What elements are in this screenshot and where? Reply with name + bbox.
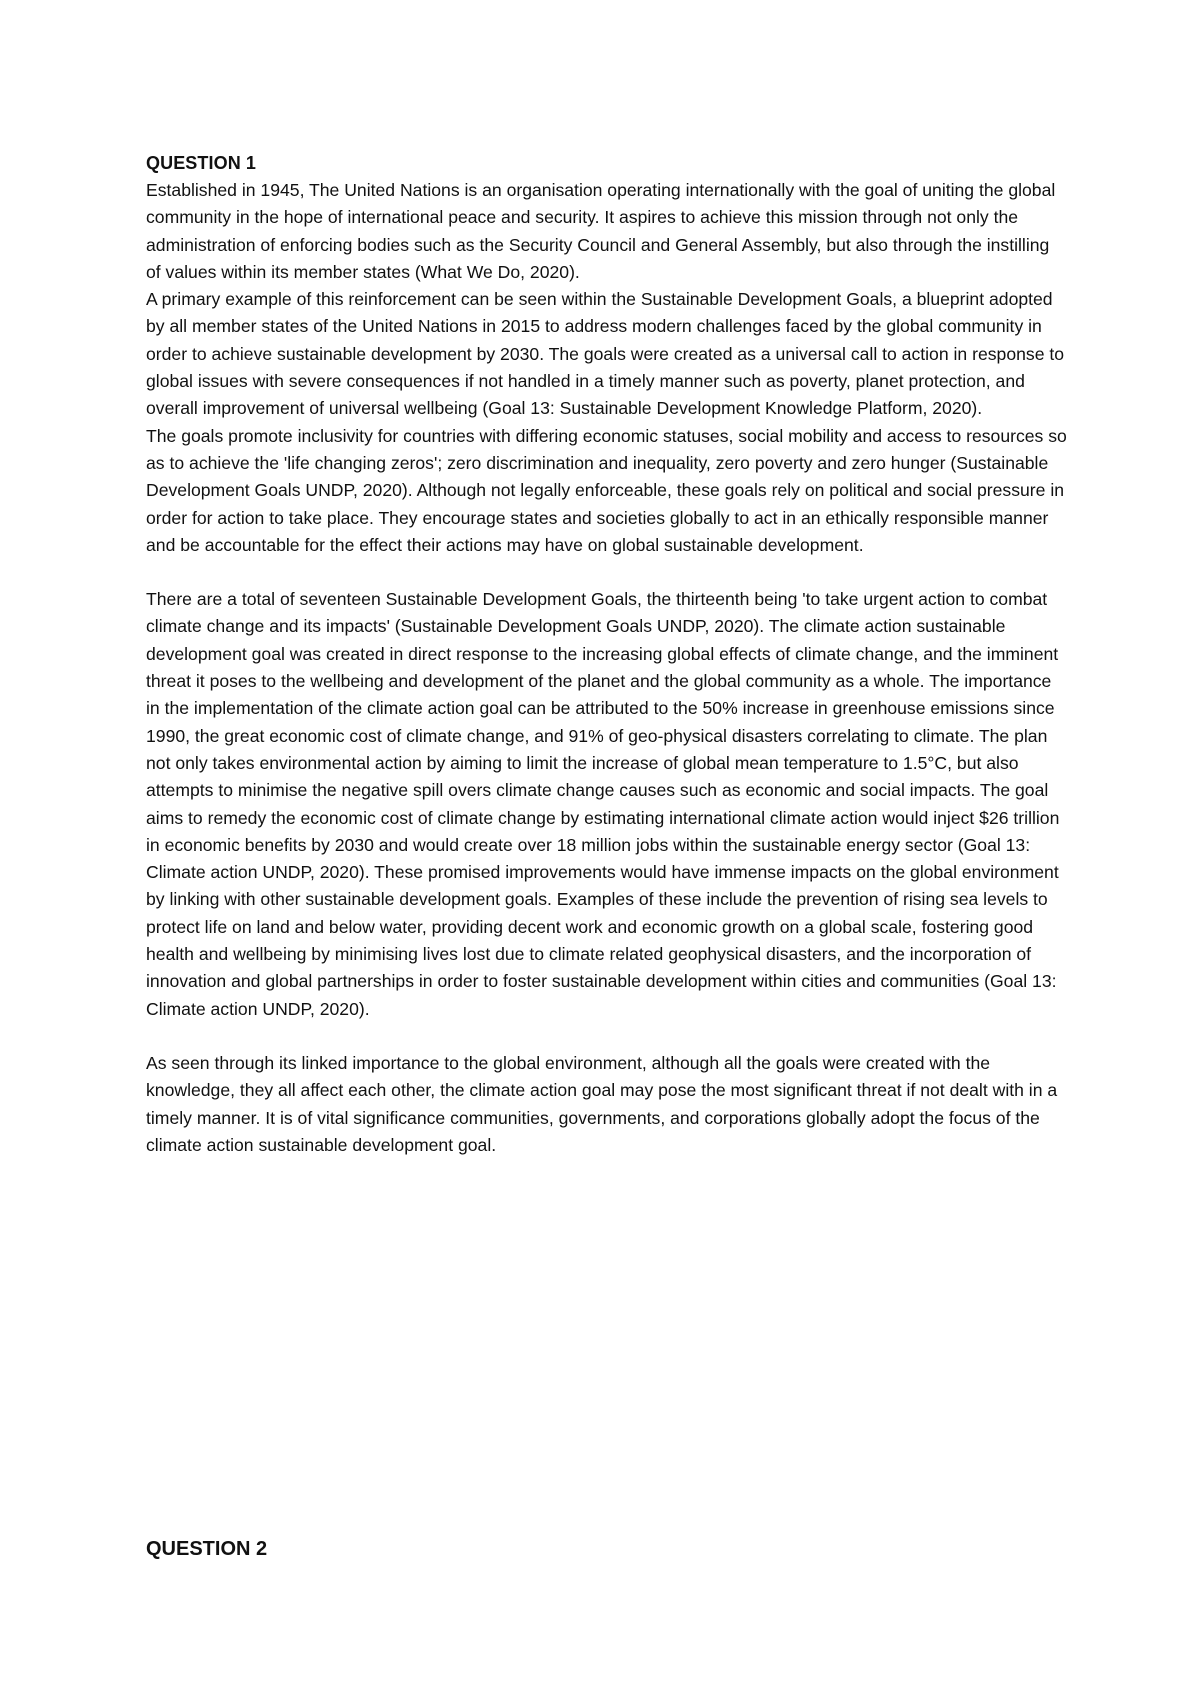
paragraph-conclusion: As seen through its linked importance to the global environment, although all the goals were created with the knowledge, they all affect each other, the climate action goal may pose the most significant threat if not dealt with in a timely manner. It is of vital significance communities, governments, and corporations globally adopt the focus of the climate action sustainable development goal. [146,1052,1058,1155]
paragraph-sdg-blueprint: A primary example of this reinforcement can be seen within the Sustainable Development Goals, a blueprint adopted by all member states of the United Nations in 2015 to address modern challenges faced by the global community in order to achieve sustainable development by 2030. The goals were created as a universal call to action in response to global issues with severe consequences if not handled in a timely manner such as poverty, planet protection, and overall improvement of universal wellbeing (Goal 13: Sustainable Development Knowledge Platform, 2020). [146,289,1065,419]
paragraph-spacer [146,1023,1068,1050]
paragraph-life-changing-zeros: The goals promote inclusivity for countries with differing economic statuses, social mobility and access to resources so as to achieve the 'life changing zeros'; zero discrimination and inequality, zero poverty and zero hunger (Sustainable Development Goals UNDP, 2020). Although not legally enforceable, these goals rely on political and social pressure in order for action to take place. They encourage states and societies globally to act in an ethically responsible manner and be accountable for the effect their actions may have on global sustainable development. [146,425,1067,555]
paragraph-climate-action: There are a total of seventeen Sustainable Development Goals, the thirteenth being 'to take urgent action to combat climate change and its impacts' (Sustainable Development Goals UNDP, 2020). The climate action sustainable development goal was created in direct response to the increasing global effects of climate change, and the imminent threat it poses to the wellbeing and development of the planet and the global community as a whole. The importance in the implementation of the climate action goal can be attributed to the 50% increase in greenhouse emissions since 1990, the great economic cost of climate change, and 91% of geo-physical disasters correlating to climate. The plan not only takes environmental action by aiming to limit the increase of global mean temperature to 1.5°C, but also attempts to minimise the negative spill overs climate change causes such as economic and social impacts. The goal aims to remedy the economic cost of climate change by estimating international climate action would inject $26 trillion in economic benefits by 2030 and would create over 18 million jobs within the sustainable energy sector (Goal 13: Climate action UNDP, 2020). These promised improvements would have immense impacts on the global environment by linking with other sustainable development goals. Examples of these include the prevention of rising sea levels to protect life on land and below water, providing decent work and economic growth on a global scale, fostering good health and wellbeing by minimising lives lost due to climate related geophysical disasters, and the incorporation of innovation and global partnerships in order to foster sustainable development within cities and communities (Goal 13: Climate action UNDP, 2020). [146,589,1060,1019]
paragraph-un-intro: Established in 1945, The United Nations is an organisation operating internationally with the goal of uniting the global community in the hope of international peace and security. It aspires to achieve this mission through not only the administration of enforcing bodies such as the Security Council and General Assembly, but also through the instilling of values within its member states (What We Do, 2020). [146,180,1056,282]
question-1-heading: QUESTION 1 [146,153,257,173]
question-2-heading: QUESTION 2 [146,1538,268,1560]
paragraph-spacer [146,559,1068,586]
question-1-section [146,150,1068,1159]
